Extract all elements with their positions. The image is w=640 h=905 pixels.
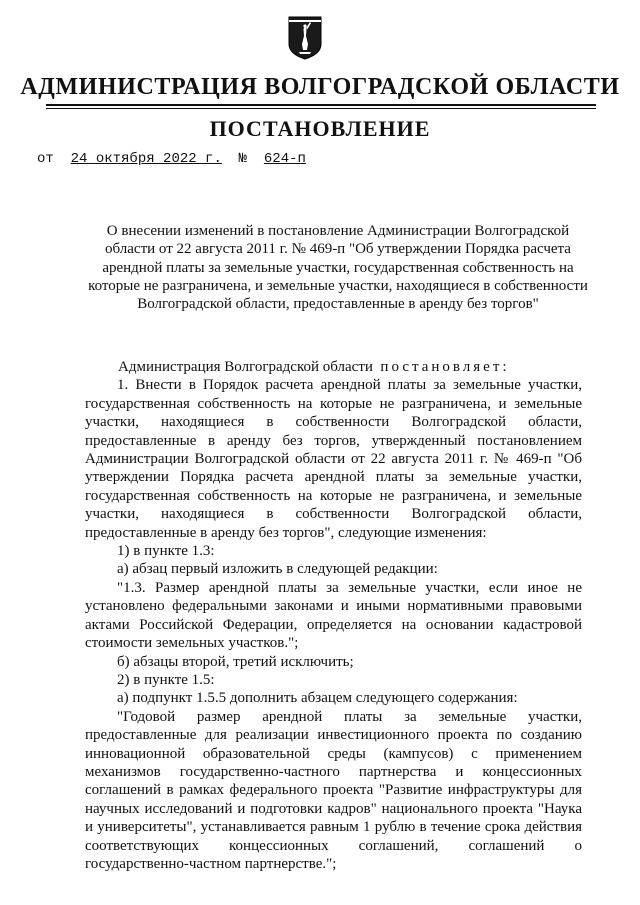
body-paragraph: 1) в пункте 1.3: — [117, 543, 215, 560]
body-paragraph: "Годовой размер арендной платы за земельные участки, предоставленные для реализации инвестиционного проекта по созданию инновационной образовательной среды (кампусов) с применением механизмов государственно-частного партнерства и концессионных соглашений в рамках федерального проекта "Развитие инфраструктуры для научных исследований и подготовки кадров" национального проекта "Наука и университеты", устанавливается равным 1 рублю в течение срока действия соответствующих концессионных соглашений, соглашений о государственно-частном партнерстве."; — [85, 708, 582, 872]
number-prefix: № — [238, 151, 248, 167]
document-type: ПОСТАНОВЛЕНИЕ — [209, 116, 431, 141]
document-body — [85, 358, 582, 873]
coat-of-arms-icon — [288, 16, 322, 60]
body-paragraph: 2) в пункте 1.5: — [117, 671, 215, 688]
intro-lead: Администрация Волгоградской области — [118, 359, 373, 375]
organization-name: АДМИНИСТРАЦИЯ ВОЛГОГРАДСКОЙ ОБЛАСТИ — [20, 74, 620, 100]
body-paragraph: 1. Внести в Порядок расчета арендной платы за земельные участки, государственная собственность на которые не разграничена, и земельные участки, находящиеся в собственности Волгоградской области, предоставленные в аренду без торгов, утвержденный постановлением Администрации Волгоградской области от 22 августа 2011 г. № 469-п "Об утверждении Порядка расчета арендной платы за земельные участки, государственная собственность на которые не разграничена, и земельные участки, находящиеся в собственности Волгоградской области, предоставленные в аренду без торгов", следующие изменения: — [85, 377, 582, 541]
header-rule-thin — [46, 108, 596, 109]
body-paragraph: б) абзацы второй, третий исключить; — [117, 653, 354, 670]
date-prefix: от — [37, 151, 54, 167]
body-paragraph: а) подпункт 1.5.5 дополнить абзацем следующего содержания: — [117, 690, 518, 707]
body-paragraph: "1.3. Размер арендной платы за земельные участки, если иное не установлено федеральными законами и иными нормативными правовыми актами Российской Федерации, определяется на основании кадастровой стоимости земельных участков."; — [85, 579, 582, 652]
body-paragraph: а) абзац первый изложить в следующей редакции: — [117, 561, 438, 578]
header-rule-thick — [46, 104, 596, 106]
document-date: 24 октября 2022 г. — [70, 151, 222, 167]
document-number: 624-п — [263, 151, 306, 167]
intro-verb: постановляет: — [380, 359, 510, 375]
document-subject: О внесении изменений в постановление Администрации Волгоградской области от 22 августа 2011 г. № 469-п "Об утверждении Порядка расчета арендной платы за земельные участки, государственная собственность на которые не разграничена, и земельные участки, находящиеся в собственности Волгоградской области, предоставленные в аренду без торгов" — [88, 223, 588, 313]
intro-paragraph — [85, 358, 582, 376]
date-line — [37, 151, 306, 167]
